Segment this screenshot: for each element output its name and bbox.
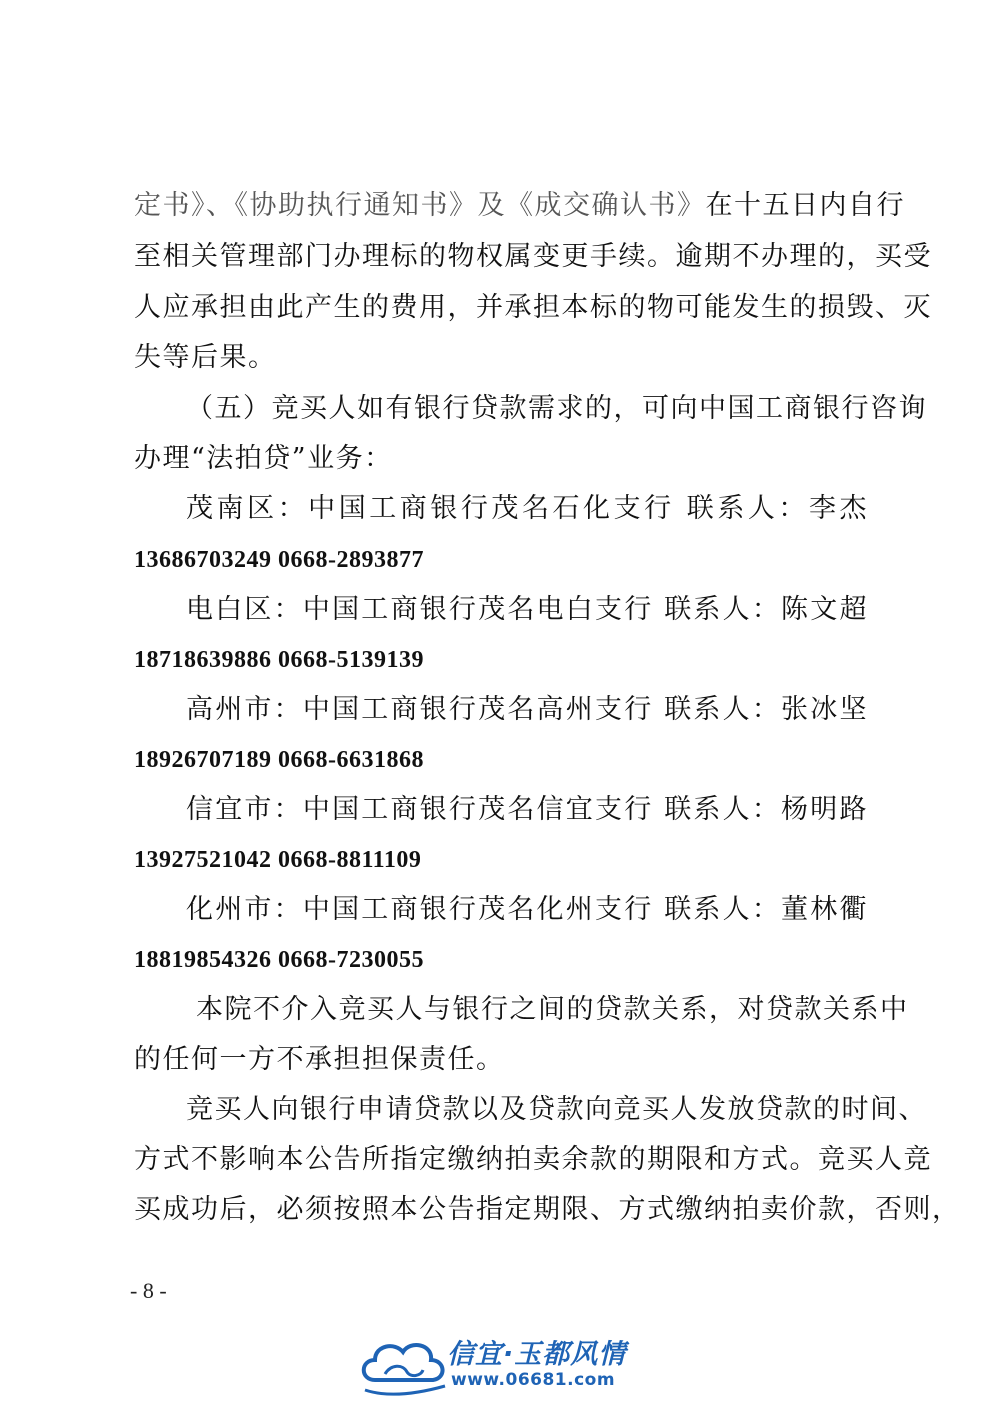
paragraph-line-4: 失等后果。 (134, 342, 277, 373)
paragraph-line-3: 人应承担由此产生的费用，并承担本标的物可能发生的损毁、灭 (134, 292, 932, 323)
contact-xinyi: 信宜市：中国工商银行茂名信宜支行 联系人：杨明路 (186, 794, 868, 825)
deadline-text: 在十五日内自行 (705, 190, 905, 221)
cloud-logo-icon (355, 1330, 455, 1400)
closing-line-1: 本院不介入竞买人与银行之间的贷款关系，对贷款关系中 (196, 994, 909, 1025)
watermark-url: www.06681.com (451, 1370, 616, 1390)
section-five-heading: （五）竞买人如有银行贷款需求的，可向中国工商银行咨询 (186, 393, 927, 424)
closing-line-4: 方式不影响本公告所指定缴纳拍卖余款的期限和方式。竞买人竞 (134, 1144, 932, 1175)
document-titles-text: 定书》、《协助执行通知书》及《成交确认书》 (134, 190, 706, 221)
watermark-title: 信宜·玉都风情 (447, 1339, 627, 1370)
contact-gaozhou-phones: 18926707189 0668-6631868 (134, 747, 424, 773)
contact-huazhou: 化州市：中国工商银行茂名化州支行 联系人：董林衢 (186, 894, 868, 925)
contact-xinyi-phones: 13927521042 0668-8811109 (134, 847, 422, 873)
paragraph-line-2: 至相关管理部门办理标的物权属变更手续。逾期不办理的，买受 (134, 241, 932, 272)
contact-dianbai-phones: 18718639886 0668-5139139 (134, 647, 424, 673)
page-number: - 8 - (130, 1278, 167, 1303)
paragraph-line-6: 办理“法拍贷”业务： (134, 443, 393, 474)
site-watermark (355, 1330, 645, 1400)
closing-line-3: 竞买人向银行申请贷款以及贷款向竞买人发放贷款的时间、 (186, 1094, 927, 1125)
closing-line-2: 的任何一方不承担担保责任。 (134, 1044, 505, 1075)
contact-huazhou-phones: 18819854326 0668-7230055 (134, 947, 424, 973)
closing-line-5: 买成功后，必须按照本公告指定期限、方式缴纳拍卖价款，否则， (134, 1194, 961, 1225)
contact-dianbai: 电白区：中国工商银行茂名电白支行 联系人：陈文超 (186, 594, 868, 625)
contact-maonan: 茂南区：中国工商银行茂名石化支行 联系人：李杰 (186, 493, 868, 524)
paragraph-line-1 (134, 189, 905, 223)
contact-maonan-phones: 13686703249 0668-2893877 (134, 547, 424, 573)
contact-gaozhou: 高州市：中国工商银行茂名高州支行 联系人：张冰坚 (186, 694, 868, 725)
